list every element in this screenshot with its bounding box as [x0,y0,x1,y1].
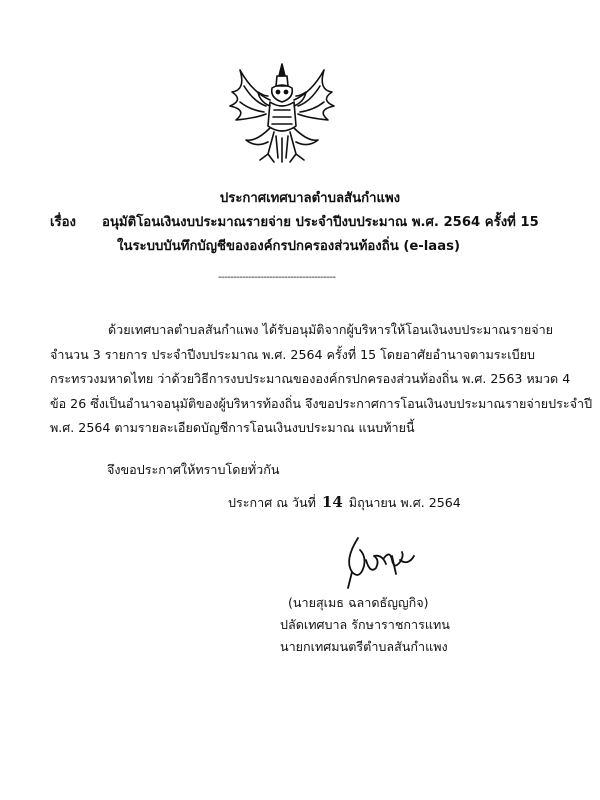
signer-position-1: ปลัดเทศบาล รักษาราชการแทน [280,617,450,632]
announcement-date [228,493,461,513]
date-prefix: ประกาศ ณ วันที่ [228,495,316,510]
subject-line-1: อนุมัติโอนเงินงบประมาณรายจ่าย ประจำปีงบประมาณ พ.ศ. 2564 ครั้งที่ 15 [102,215,539,230]
handwritten-signature-icon [330,530,420,590]
body-line: จำนวน 3 รายการ ประจำปีงบประมาณ พ.ศ. 2564 ครั้งที่ 15 โดยอาศัยอำนาจตามระเบียบ [50,346,535,362]
separator-line: --------------------------------------- [218,272,336,283]
date-suffix: มิถุนายน พ.ศ. 2564 [348,495,461,510]
closing-statement: จึงขอประกาศให้ทราบโดยทั่วกัน [107,462,280,477]
date-day: 14 [321,493,343,511]
subject-line-2: ในระบบบันทึกบัญชีขององค์กรปกครองส่วนท้องถิ่น (e-laas) [117,239,460,254]
body-paragraph [50,318,593,441]
signer-position-2: นายกเทศมนตรีตำบลสันกำแพง [280,639,448,654]
garuda-emblem-icon [222,62,342,167]
announcement-title: ประกาศเทศบาลตำบลสันกำแพง [219,191,401,206]
body-line: ข้อ 26 ซึ่งเป็นอำนาจอนุมัติของผู้บริหารท้องถิ่น จึงขอประกาศการโอนเงินงบประมาณรายจ่ายประจำปี [50,395,593,411]
body-line: ด้วยเทศบาลตำบลสันกำแพง ได้รับอนุมัติจากผู้บริหารให้โอนเงินงบประมาณรายจ่าย [108,322,554,337]
signer-name: (นายสุเมธ ฉลาดธัญญกิจ) [288,595,429,610]
body-line: พ.ศ. 2564 ตามรายละเอียดบัญชีการโอนเงินงบประมาณ แนบท้ายนี้ [50,420,415,435]
signature-block [280,592,450,658]
subject-label: เรื่อง [50,215,76,230]
body-line: กระทรวงมหาดไทย ว่าด้วยวิธีการงบประมาณขององค์กรปกครองส่วนท้องถิ่น พ.ศ. 2563 หมวด 4 [50,371,571,386]
